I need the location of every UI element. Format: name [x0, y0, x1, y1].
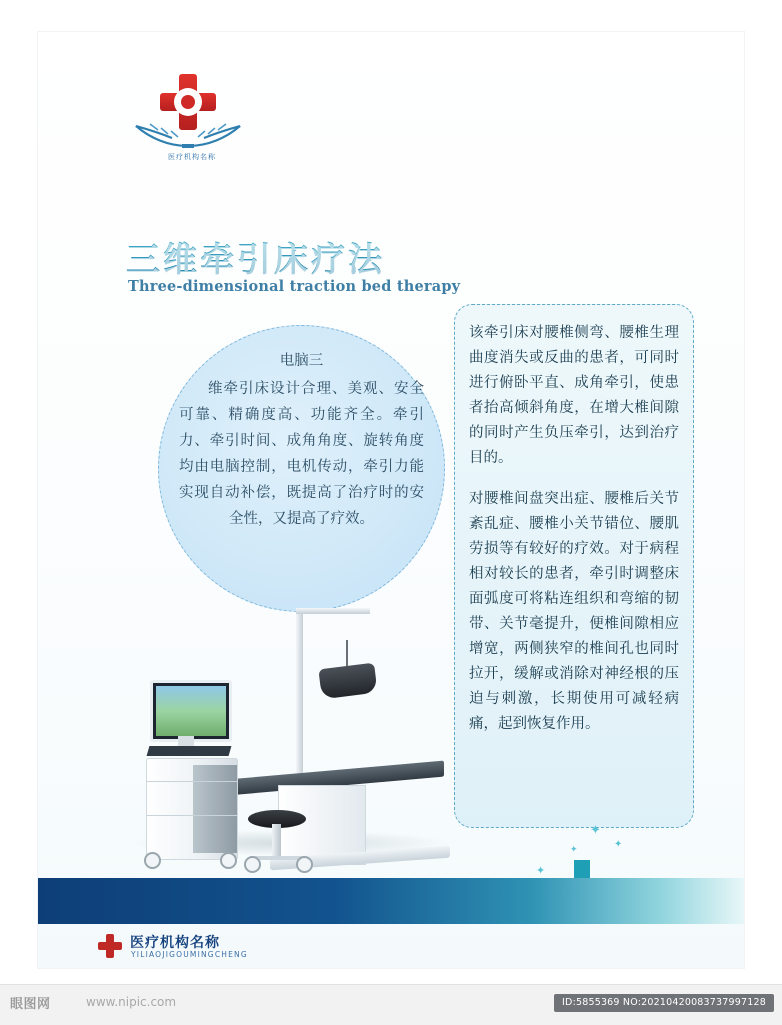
watermark-site-logo: 眼图网	[10, 997, 51, 1012]
page-title-chinese: 三维牵引床疗法	[126, 232, 385, 281]
head-harness	[316, 640, 378, 696]
footer-org-pinyin: YILIAOJIGOUMINGCHENG	[131, 950, 248, 959]
cart-caster	[144, 852, 161, 869]
traction-pole	[296, 608, 303, 778]
watermark-id-badge: ID:5855369 NO:20210420083737997128	[554, 994, 774, 1012]
watermark-site-url: www.nipic.com	[86, 995, 177, 1009]
info-panel-paragraph-1: 该牵引床对腰椎侧弯、腰椎生理曲度消失或反曲的患者，可同时进行俯卧平直、成角牵引，使患者抬高倾斜角度，在增大椎间隙的同时产生负压牵引，达到治疗目的。	[469, 325, 679, 466]
equipment-photo	[120, 580, 460, 880]
stool-caster	[244, 856, 261, 873]
circle-callout-text	[179, 348, 424, 590]
wheat-icon	[128, 116, 248, 150]
circle-callout	[158, 325, 445, 612]
sparkle-icon: ✦	[614, 839, 623, 850]
traction-pole-arm	[296, 608, 370, 614]
logo-caption: 医疗机构名称	[168, 153, 216, 161]
circle-heading: 电脑三	[279, 353, 324, 369]
monitor-screen	[156, 686, 226, 736]
harness-body	[318, 663, 377, 700]
stool-post	[272, 824, 281, 858]
page-title-english: Three-dimensional traction bed therapy	[128, 278, 461, 295]
cart-seam	[147, 815, 237, 816]
cart-caster	[220, 852, 237, 869]
computer-monitor	[150, 680, 232, 742]
info-panel	[454, 304, 694, 828]
footer-red-cross-icon	[98, 934, 122, 958]
control-cart	[146, 758, 238, 860]
footer-org-name: 医疗机构名称	[130, 935, 220, 951]
clinic-logo	[122, 72, 262, 172]
sparkle-icon: ✦	[570, 845, 578, 855]
cart-seam	[147, 781, 237, 782]
stool-caster	[296, 856, 313, 873]
footer-logo	[98, 932, 268, 966]
sparkle-icon: ✦	[536, 864, 546, 877]
footer-bar	[38, 878, 744, 924]
info-panel-paragraph-2: 对腰椎间盘突出症、腰椎后关节紊乱症、腰椎小关节错位、腰肌劳损等有较好的疗效。对于病程相对较长的患者，牵引时调整床面弧度可将粘连组织和弯缩的韧带、关节毫提升，便椎间隙相应增宽，两侧狭窄的椎间孔也同时拉开，缓解或消除对神经根的压迫与刺激，长期使用可减轻病痛，起到恢复作用。	[469, 491, 679, 732]
keyboard	[147, 746, 232, 756]
logo-center-dot-icon	[174, 88, 202, 116]
sparkle-icon: ✦	[590, 823, 601, 838]
watermark-strip	[0, 984, 782, 1025]
poster-sheet	[38, 32, 744, 968]
circle-body: 维牵引床设计合理、美观、安全可靠、精确度高、功能齐全。牵引力、牵引时间、成角角度、旋转角度均由电脑控制，电机传动，牵引力能实现自动补偿，既提高了治疗时的安全性，又提高了疗效。	[179, 381, 424, 527]
harness-strap	[346, 640, 348, 668]
monitor-stand	[178, 736, 194, 746]
cart-side-panel	[193, 765, 237, 853]
